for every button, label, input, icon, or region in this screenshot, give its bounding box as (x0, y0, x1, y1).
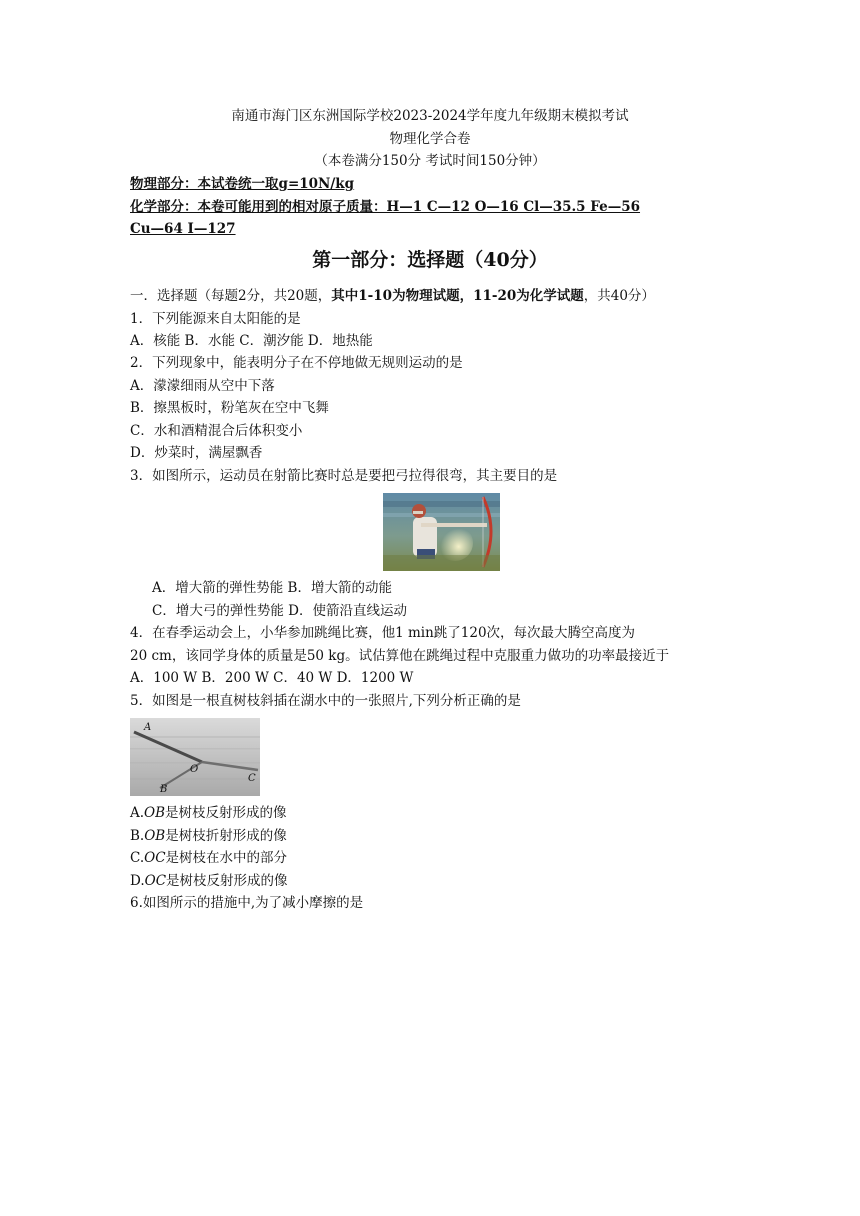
q5-a-segment: OB (144, 805, 166, 821)
instructions-part-a: 一．选择题（每题2分，共20题， (130, 288, 332, 304)
section-title: 第一部分：选择题（40分） (312, 249, 548, 271)
q5-b-segment: OB (144, 828, 166, 844)
label-point-o: O (190, 764, 199, 775)
label-point-c: C (248, 773, 256, 784)
q5-d-prefix: D. (130, 873, 145, 889)
q2-stem: 2．下列现象中，能表明分子在不停地做无规则运动的是 (130, 355, 463, 371)
q5-stem: 5．如图是一根直树枝斜插在湖水中的一张照片,下列分析正确的是 (130, 693, 521, 709)
q4-options: A．100 W B．200 W C．40 W D．1200 W (130, 670, 414, 686)
q3-options-row2: C．增大弓的弹性势能 D．使箭沿直线运动 (152, 603, 407, 619)
q5-d-text: 是树枝反射形成的像 (166, 873, 288, 889)
q5-b-text: 是树枝折射形成的像 (165, 828, 287, 844)
q5-option-d (130, 871, 288, 891)
q5-a-prefix: A. (130, 805, 145, 821)
chemistry-note-line2: Cu—64 I—127 (130, 221, 236, 237)
q3-options-row1: A．增大箭的弹性势能 B．增大箭的动能 (152, 580, 392, 596)
q5-c-segment: OC (144, 850, 166, 866)
q5-a-text: 是树枝反射形成的像 (165, 805, 287, 821)
label-point-b: B (160, 784, 168, 795)
q2-option-a: A．濛濛细雨从空中下落 (130, 378, 275, 394)
archer-illustration (383, 493, 500, 571)
q6-stem: 6.如图所示的措施中,为了减小摩擦的是 (130, 895, 364, 911)
q5-option-a (130, 803, 287, 823)
section-instructions (130, 286, 655, 306)
exam-subtitle: 物理化学合卷 (389, 131, 471, 147)
q5-option-c (130, 848, 287, 868)
q2-option-c: C．水和酒精混合后体积变小 (130, 423, 303, 439)
q4-line2: 20 cm，该同学身体的质量是50 kg。试估算他在跳绳过程中克服重力做功的功率最接近于 (130, 648, 670, 664)
q5-d-segment: OC (144, 873, 167, 889)
chemistry-note-line1: 化学部分：本卷可能用到的相对原子质量：H—1 C—12 O—16 Cl—35.5 Fe—56 (130, 199, 641, 215)
q3-stem: 3．如图所示，运动员在射箭比赛时总是要把弓拉得很弯，其主要目的是 (130, 468, 558, 484)
q4-line1: 4．在春季运动会上，小华参加跳绳比赛，他1 min跳了120次，每次最大腾空高度为 (130, 625, 636, 641)
q5-c-text: 是树枝在水中的部分 (165, 850, 288, 866)
q1-options: A．核能 B．水能 C．潮汐能 D．地热能 (130, 333, 373, 349)
q2-option-d: D．炒菜时，满屋飘香 (130, 445, 263, 461)
instructions-part-c: ，共40分） (583, 288, 655, 304)
exam-info: （本卷满分150分 考试时间150分钟） (314, 153, 546, 169)
instructions-part-b: 其中1-10为物理试题，11-20为化学试题 (331, 288, 584, 304)
label-point-a: A (144, 722, 152, 733)
stick-in-water-photo (130, 718, 260, 796)
q5-c-prefix: C. (130, 850, 145, 866)
q5-b-prefix: B. (130, 828, 145, 844)
q1-stem: 1．下列能源来自太阳能的是 (130, 311, 301, 327)
archer-photo (383, 493, 500, 571)
exam-school-title: 南通市海门区东洲国际学校2023-2024学年度九年级期末模拟考试 (231, 108, 629, 124)
physics-note: 物理部分：本试卷统一取g=10N/kg (130, 176, 355, 192)
q5-option-b (130, 826, 287, 846)
q2-option-b: B．擦黑板时，粉笔灰在空中飞舞 (130, 400, 329, 416)
